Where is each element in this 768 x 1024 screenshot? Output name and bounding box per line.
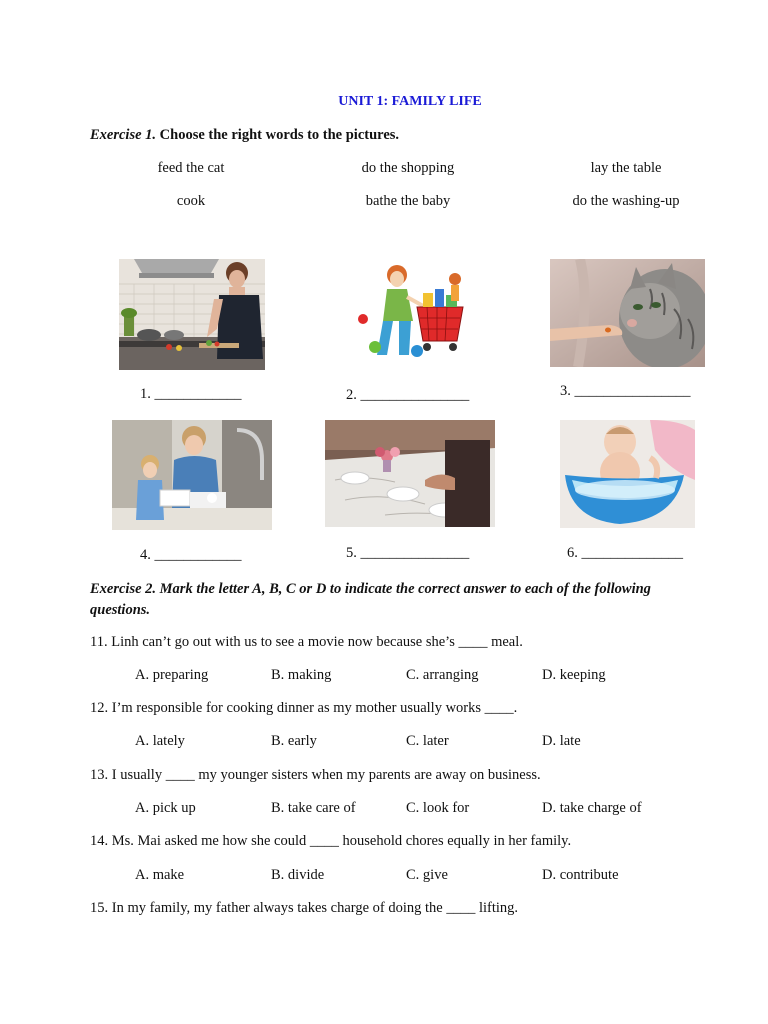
word-bank-item: lay the table: [590, 160, 662, 176]
option-b[interactable]: B. early: [271, 733, 317, 749]
baby-bath-picture: [560, 420, 695, 528]
word-bank-item: do the shopping: [361, 160, 455, 176]
shopping-cartoon-picture: [347, 259, 471, 372]
washing-up-picture: [112, 420, 272, 530]
exercise-1-instruction: Choose the right words to the pictures.: [159, 127, 400, 143]
question-11: 11. Linh can’t go out with us to see a movie now because she’s ____ meal.: [90, 634, 523, 650]
blank-3[interactable]: 3. ________________: [560, 383, 691, 399]
question-13: 13. I usually ____ my younger sisters when my parents are away on business.: [90, 767, 541, 783]
option-a[interactable]: A. lately: [135, 733, 185, 749]
exercise-2-heading: Exercise 2. Mark the letter A, B, C or D to indicate the correct answer to each of the following questions.: [90, 581, 651, 618]
word-bank-item: bathe the baby: [365, 193, 451, 209]
word-bank-item: do the washing-up: [572, 193, 680, 209]
cooking-picture: [119, 259, 265, 370]
option-d[interactable]: D. late: [542, 733, 581, 749]
option-c[interactable]: C. arranging: [406, 667, 479, 683]
option-d[interactable]: D. take charge of: [542, 800, 642, 816]
option-d[interactable]: D. contribute: [542, 867, 619, 883]
option-b[interactable]: B. take care of: [271, 800, 356, 816]
blank-2[interactable]: 2. _______________: [346, 387, 470, 403]
option-c[interactable]: C. give: [406, 867, 448, 883]
table-setting-picture: [325, 420, 495, 527]
blank-1[interactable]: 1. ____________: [140, 386, 242, 402]
option-b[interactable]: B. divide: [271, 867, 325, 883]
exercise-1-heading: [90, 127, 399, 144]
unit-title: UNIT 1: FAMILY LIFE: [338, 94, 482, 109]
option-b[interactable]: B. making: [271, 667, 332, 683]
exercise-1-label: Exercise 1.: [90, 127, 157, 143]
question-15: 15. In my family, my father always takes charge of doing the ____ lifting.: [90, 900, 519, 916]
option-d[interactable]: D. keeping: [542, 667, 606, 683]
option-c[interactable]: C. look for: [406, 800, 470, 816]
blank-6[interactable]: 6. ______________: [567, 545, 683, 561]
feeding-cat-picture: [550, 259, 705, 367]
question-14: 14. Ms. Mai asked me how she could ____ household chores equally in her family.: [90, 833, 572, 849]
option-c[interactable]: C. later: [406, 733, 449, 749]
word-bank-item: cook: [176, 193, 206, 209]
option-a[interactable]: A. preparing: [135, 667, 209, 683]
question-12: 12. I’m responsible for cooking dinner as my mother usually works ____.: [90, 700, 518, 716]
blank-4[interactable]: 4. ____________: [140, 547, 242, 563]
word-bank-item: feed the cat: [157, 160, 225, 176]
option-a[interactable]: A. make: [135, 867, 185, 883]
blank-5[interactable]: 5. _______________: [346, 545, 470, 561]
option-a[interactable]: A. pick up: [135, 800, 196, 816]
